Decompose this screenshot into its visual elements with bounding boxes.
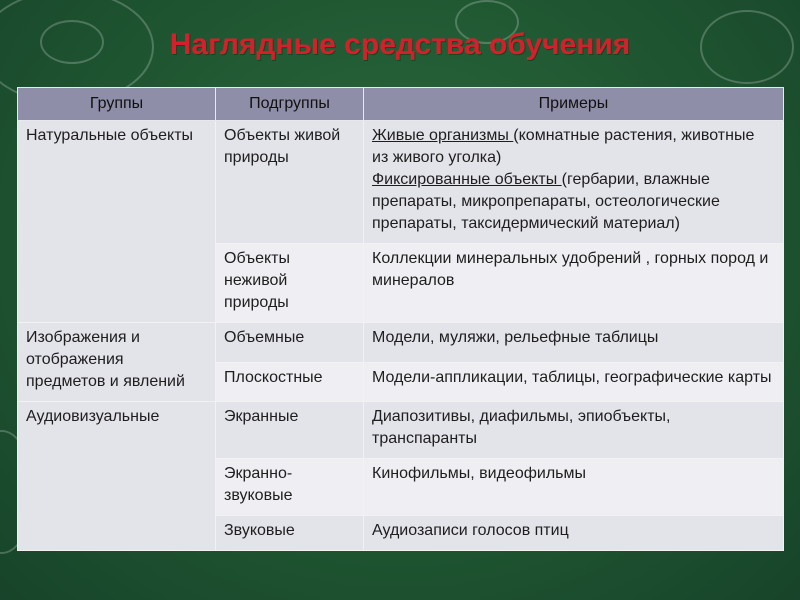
subgroup-cell: Звуковые xyxy=(216,516,364,551)
group-cell-audiovisual: Аудиовизуальные xyxy=(18,402,216,551)
table-row xyxy=(18,323,784,363)
subgroup-cell: Плоскостные xyxy=(216,362,364,402)
header-subgroups: Подгруппы xyxy=(216,88,364,121)
header-examples: Примеры xyxy=(364,88,784,121)
teaching-aids-table xyxy=(17,87,784,551)
example-cell: Аудиозаписи голосов птиц xyxy=(364,516,784,551)
subgroup-cell: Экранные xyxy=(216,402,364,459)
example-term-living: Живые организмы xyxy=(372,127,514,144)
example-cell xyxy=(364,121,784,244)
subgroup-cell: Объекты живой природы xyxy=(216,121,364,244)
subgroup-cell: Экранно-звуковые xyxy=(216,459,364,516)
example-cell: Модели, муляжи, рельефные таблицы xyxy=(364,323,784,363)
example-cell: Модели-аппликации, таблицы, географические карты xyxy=(364,362,784,402)
table-header-row xyxy=(18,88,784,121)
example-cell: Кинофильмы, видеофильмы xyxy=(364,459,784,516)
example-cell: Коллекции минеральных удобрений , горных пород и минералов xyxy=(364,244,784,323)
slide-title: Наглядные средства обучения xyxy=(169,28,631,61)
header-groups: Группы xyxy=(18,88,216,121)
example-text-living: (комнатные растения, животные из живого уголка) xyxy=(372,127,755,166)
example-text-fixed: (гербарии, влажные препараты, микропрепараты, остеологические препараты, таксидермический материал) xyxy=(372,171,720,232)
example-cell: Диапозитивы, диафильмы, эпиобъекты, транспаранты xyxy=(364,402,784,459)
group-cell-images: Изображения и отображения предметов и явлений xyxy=(18,323,216,402)
example-term-fixed: Фиксированные объекты xyxy=(372,171,562,188)
subgroup-cell: Объекты неживой природы xyxy=(216,244,364,323)
table-row xyxy=(18,121,784,244)
group-cell-natural: Натуральные объекты xyxy=(18,121,216,323)
table-row xyxy=(18,402,784,459)
subgroup-cell: Объемные xyxy=(216,323,364,363)
